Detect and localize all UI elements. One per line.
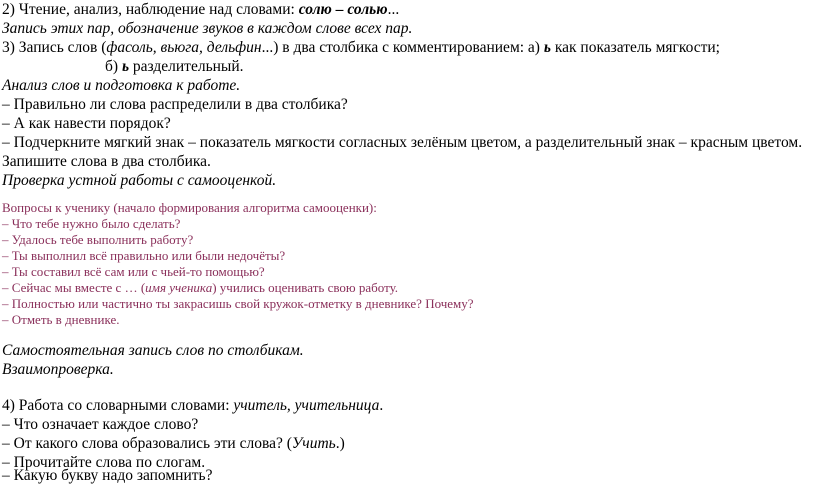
section-2-prefix: 2) Чтение, анализ, наблюдение над словами:: [2, 1, 299, 18]
write-instruction: Запишите слова в два столбика.: [2, 153, 211, 170]
self-eval-question: – Полностью или частично ты закрасишь свой кружок-отметку в дневнике? Почему?: [2, 296, 474, 311]
question-line: – Правильно ли слова распределили в два столбика?: [2, 96, 348, 113]
section-4-heading: [2, 396, 383, 415]
section-3-mid: ...) в два столбика с комментированием: а): [261, 39, 544, 56]
self-eval-question: – Что тебе нужно было сделать?: [2, 216, 181, 231]
together-suffix: ) учились оценивать свою работу.: [212, 280, 399, 295]
section-3-part-b: [105, 57, 244, 76]
section-2-task: Запись этих пар, обозначение звуков в каждом слове всех пар.: [2, 20, 413, 37]
separating-sign-letter: ь: [121, 58, 130, 75]
section-2-ellipsis: ...: [387, 1, 400, 18]
question-line: – А как навести порядок?: [2, 115, 171, 132]
separating-sign-text: разделительный.: [129, 58, 244, 75]
together-prefix: – Сейчас мы вместе с … (: [2, 280, 146, 295]
question-line: – Какую букву надо запомнить?: [2, 467, 213, 484]
self-eval-question: – Отметь в дневнике.: [2, 312, 120, 327]
q2-word: Учить: [291, 435, 336, 452]
soft-sign-letter: ь: [543, 39, 551, 56]
section-2-heading: [2, 0, 399, 19]
mutual-check: Взаимопроверка.: [2, 361, 114, 378]
section-4-prefix: 4) Работа со словарными словами:: [2, 397, 234, 414]
question-line: – Что означает каждое слово?: [2, 416, 199, 433]
independent-writing: Самостоятельная запись слов по столбикам.: [2, 342, 304, 359]
student-name-placeholder: имя ученика: [145, 280, 213, 295]
section-3-heading: [2, 38, 720, 57]
q2-suffix: .): [335, 435, 345, 452]
section-4-words: учитель, учительница: [233, 397, 380, 414]
self-eval-question: – Ты составил всё сам или с чьей-то помощью?: [2, 264, 265, 279]
soft-sign-text: как показатель мягкости;: [550, 39, 720, 56]
part-b-prefix: б): [105, 58, 122, 75]
self-eval-question: – Ты выполнил всё правильно или были недочёты?: [2, 248, 286, 263]
self-eval-title: Вопросы к ученику (начало формирования алгоритма самооценки):: [2, 200, 377, 215]
question-line: – Прочитайте слова по слогам.: [2, 454, 206, 471]
self-eval-question: – Удалось тебе выполнить работу?: [2, 232, 194, 247]
question-line: – Подчеркните мягкий знак – показатель мягкости согласных зелёным цветом, а разделительный знак – красным цветом.: [2, 134, 803, 151]
section-2-word-pair: солю – солью: [298, 1, 388, 18]
question-line: [2, 434, 345, 453]
section-3-prefix: 3) Запись слов (: [2, 39, 107, 56]
q2-prefix: – От какого слова образовались эти слова? (: [2, 435, 292, 452]
oral-check: Проверка устной работы с самооценкой.: [2, 172, 277, 189]
section-3-words: фасоль, вьюга, дельфин: [106, 39, 262, 56]
section-3-analysis: Анализ слов и подготовка к работе.: [2, 77, 241, 94]
self-eval-together: [2, 280, 398, 296]
section-4-dot: .: [379, 397, 384, 414]
